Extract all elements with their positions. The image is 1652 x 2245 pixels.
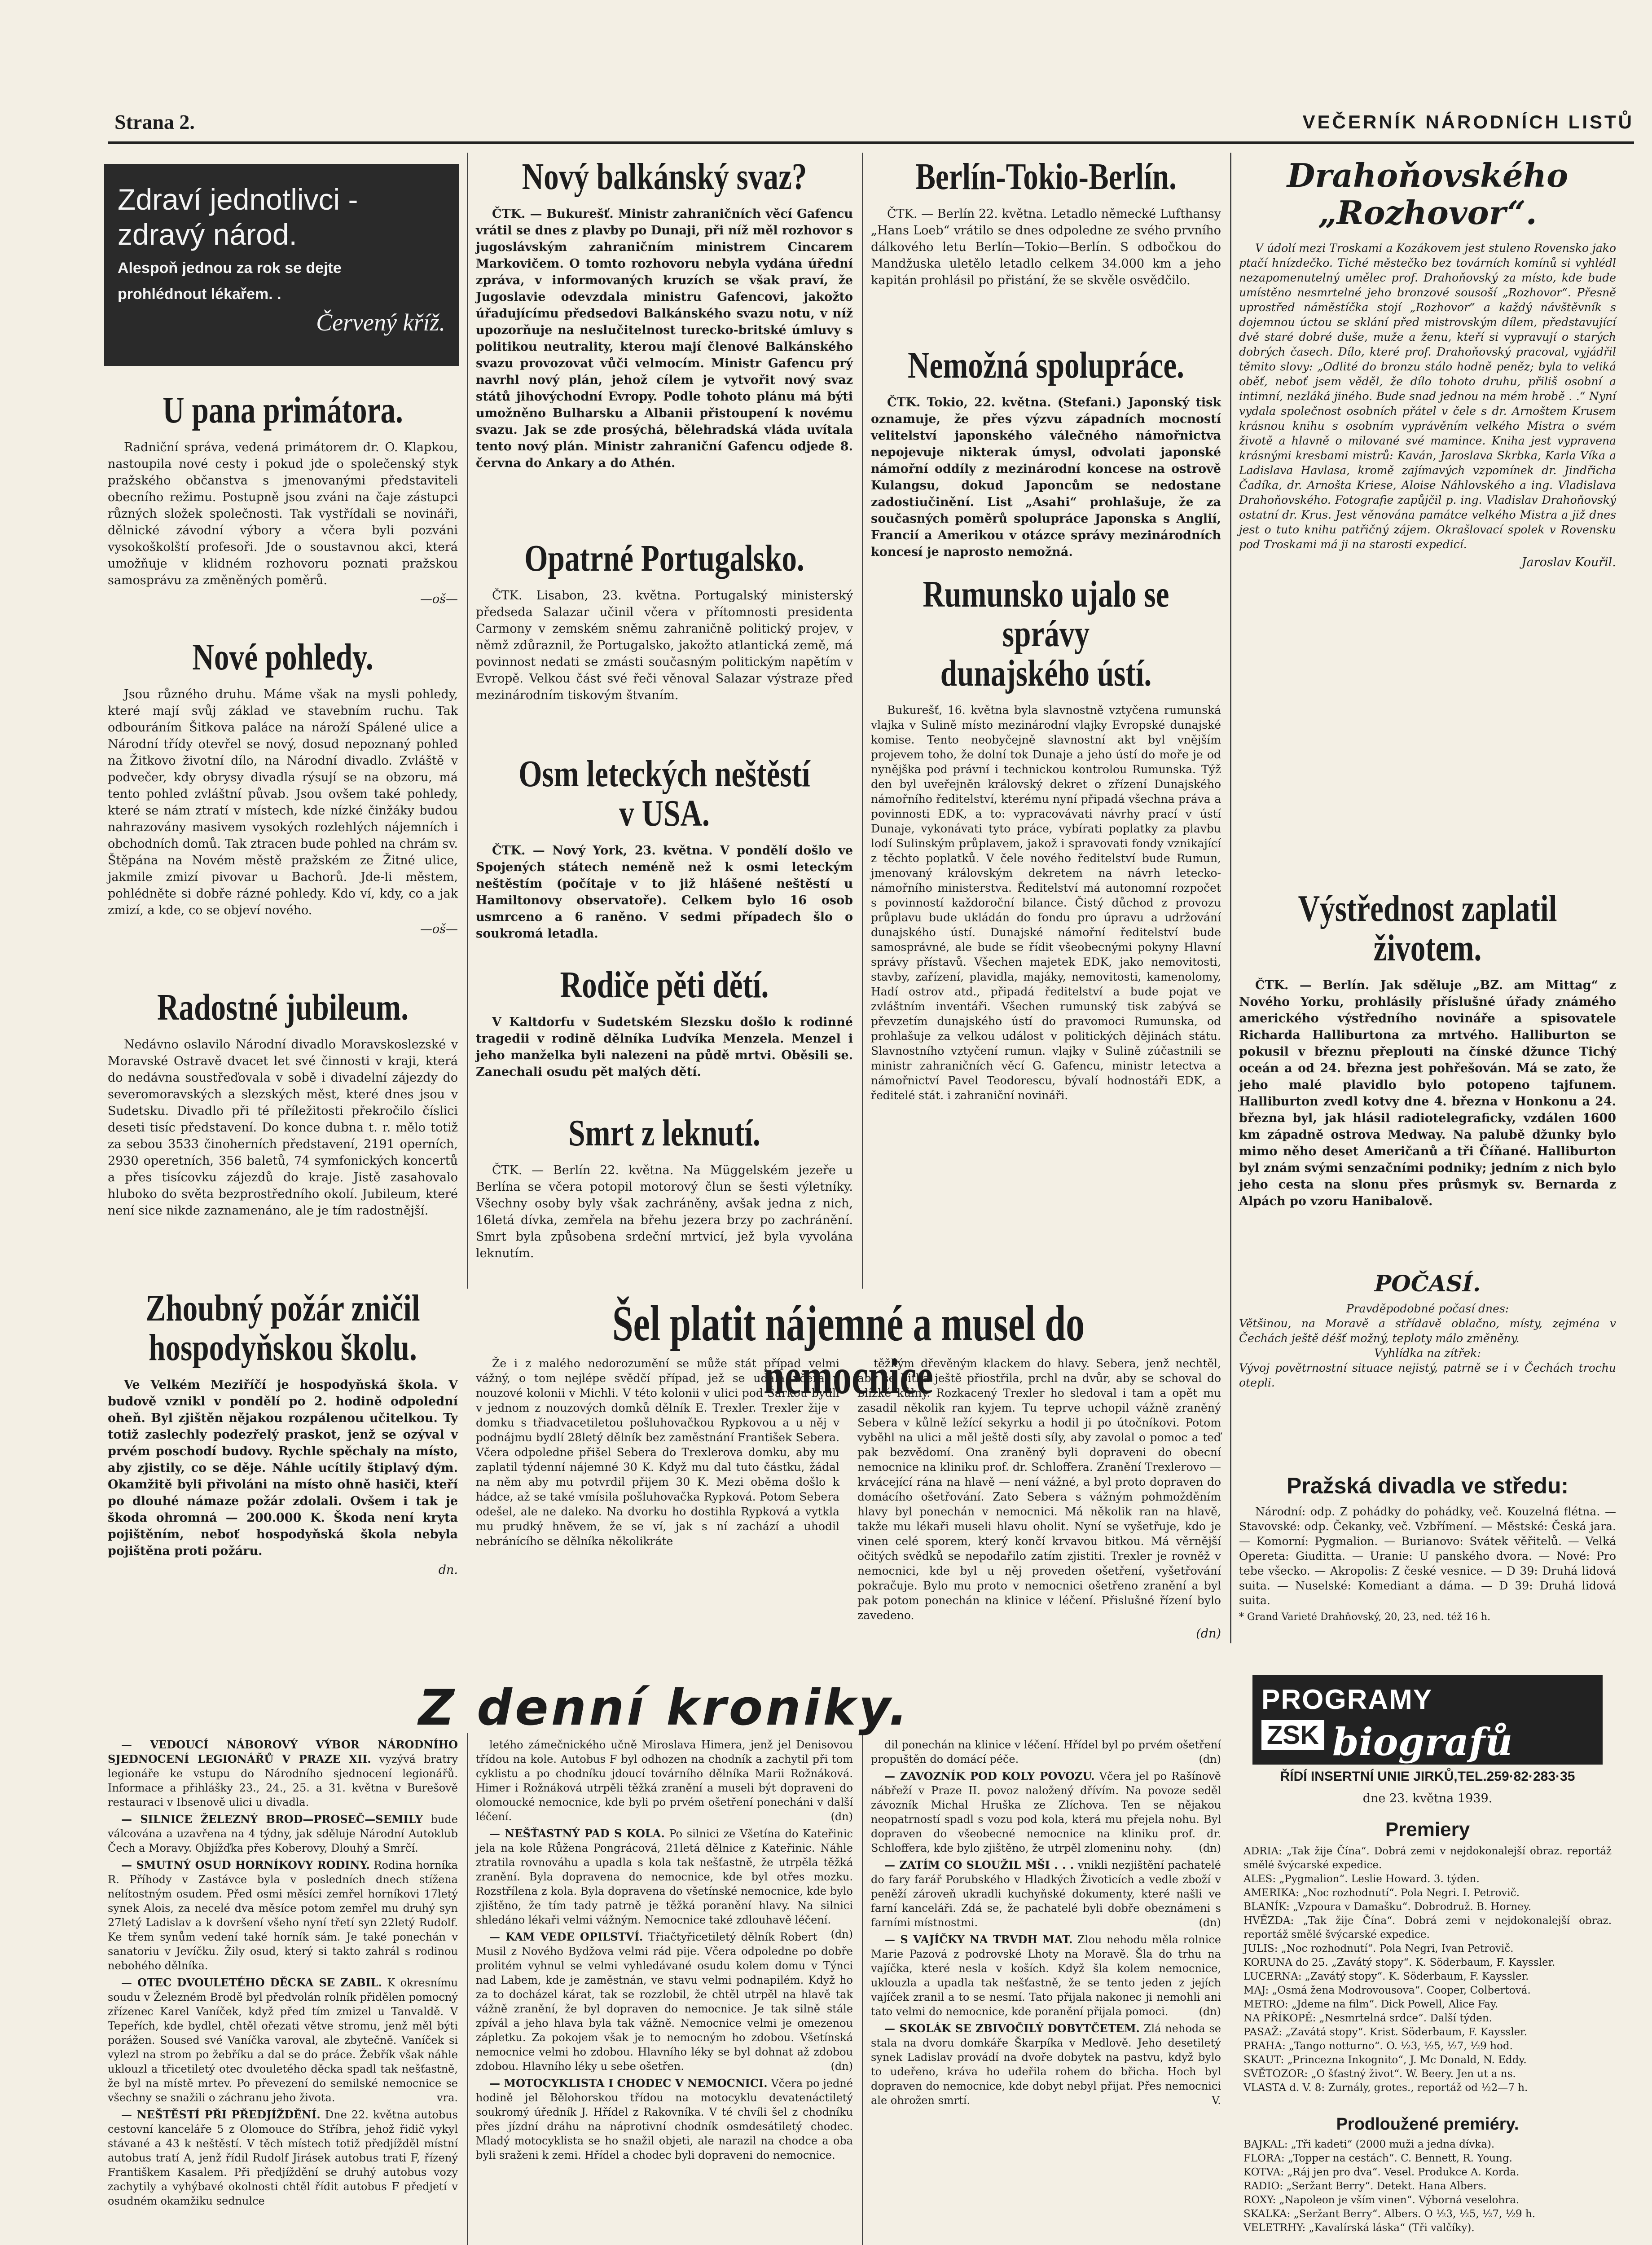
column-rule — [1230, 153, 1231, 1643]
list-item: ADRIA: „Tak žije Čína“. Dobrá zemi v nejdokonalejší obraz. reportáž smělé švýcarské expedice. — [1243, 1845, 1612, 1871]
article-primator — [108, 391, 458, 606]
advert-line: prohlédnout lékařem. . — [118, 286, 281, 303]
advert-line: Zdraví jednotlivci - — [118, 183, 358, 216]
article-signature: —oš— — [420, 922, 458, 937]
headline: Berlín-Tokio-Berlín. — [915, 156, 1177, 198]
headline: Nový balkánský svaz? — [522, 156, 807, 198]
headline: hospodyňskou školu. — [149, 1327, 417, 1369]
cinema-list — [1243, 2138, 1612, 2235]
list-item: VLASTA d. V. 8: Zurnály, grotes., reportáž od ½2—7 h. — [1243, 2082, 1528, 2094]
news-item-signature: vra. — [437, 2091, 458, 2104]
news-item-title: — NEŠTĚSTÍ PŘI PŘEDJÍŽDĚNÍ. — [121, 2108, 321, 2121]
headline: Šel platit nájemné a musel do nemocnice — [612, 1296, 1085, 1404]
article-body: ČTK. — Bukurešť. Ministr zahraničních věcí Gafencu vrátil se dnes z plavby po Dunaji, při níž měl rozhovor s jugoslávským zahraničním ministrem Cincarem Markovičem. O tomto rozhovoru nebyla vydána úřední zpráva, v informovaných kruzích se však praví, že Jugoslavie odevzdala ministru Gafencovi, jakožto úřadujícímu předsedovi Balkánského svazu notu, v níž upozorňuje na neslučitelnost turecko-britské úmluvy s politikou neutrality, kterou mají členové Balkánského svazu provozovat vůči velmocím. Ministr Gafencu prý navrhl nový plán, jehož cílem je vytvořit nový svaz států jihovýchodní Evropy. Podle tohoto plánu má býti umožněno Bulharsku a Albanii přistoupení k novému svazu. Jak se zde prosýchá, bělehradská vláda uvítala tento nový plán. Ministr zahraniční Gafencu odjede 8. června do Ankary a do Athén. — [476, 207, 853, 471]
article-body: Radniční správa, vedená primátorem dr. O. Klapkou, nastoupila nové cesty i pokud jde o společenský styk pražského občanstva s jmenovanými představiteli obecního režimu. Postupně jsou zváni na čaje zástupci různých složek společnosti. Tak vystřídali se novináři, dělnické závodní výbory a včera byli pozváni vysokoškolští profesoři. Jde o soustavnou akci, která umožňuje v klidném rozhovoru poznati pražskou samosprávu za změněných poměrů. — [108, 440, 458, 588]
article-pohledy — [108, 638, 458, 936]
news-item — [108, 1738, 458, 1809]
article-rozhovor — [1239, 157, 1616, 569]
article-signature: —oš— — [420, 592, 458, 607]
advert-signature: Červený kříž. — [316, 309, 445, 336]
list-item: KORUNA do 25. „Zavátý stopy“. K. Söderbaum, F. Kayssler. — [1243, 1957, 1555, 1968]
advert-subline: ŘÍDÍ INSERTNÍ UNIE JIRKŮ,TEL.259·82·283·35 — [1280, 1769, 1575, 1784]
list-item: KOTVA: „Ráj jen pro dva“. Vesel. Produkce A. Korda. — [1243, 2166, 1520, 2178]
list-item: SKAUT: „Princezna Inkognito“, J. Mc Donald, N. Eddy. — [1243, 2054, 1527, 2066]
list-item: SKALKA: „Seržant Berry“. Albers. O ½3, ½5, ½7, ½9 h. — [1243, 2208, 1536, 2220]
headline: Z denní kroniky. — [418, 1679, 910, 1736]
article-body: těžkým dřevěným klackem do hlavy. Sebera, jenž nechtěl, aby se bitka ještě přiostřila, prchl na dvůr, aby se schoval do blízké kůlny. Rozkacený Trexler ho sledoval i tam a opět mu zasadil několik ran kyjem. Tu teprve uchopil vážně zraněný Sebera v kůlně ležící sekyrku a hodil ji po útočníkovi. Potom vyběhl na ulici a měl ještě dosti síly, aby zavolal o pomoc a teď pak bezvědomí. Ona zraněný byli dopraveni do obecní nemocnice na kliniku prof. dr. Schloffera. Zranění Trexlerovo — krvácející rána na hlavě — není vážné, a byl proto dopraven do domácího ošetřování. Zato Sebera s vážným pohmožděním hlavy byl ponechán v nemocnici. Má několik ran na hlavě, takže mu lékaři museli hlavu oholit. Nyní se vyšetřuje, kdo je vinen celé sporem, který končí krvavou bitkou. Má věrnější očitých svědků se nepodařilo zatím zjistiti. Trexler je rovněž v nemocnici, kde byl u něj proveden ošetření, vyšetřování pokračuje. Bylo mu proto v nemocnici ošetřeno zranění a byl pak potom ponechán na klinice v léčení. Přislušné řízení bylo zavedeno. (dn) — [857, 1357, 1221, 1641]
news-item — [871, 1738, 1221, 1766]
news-item-title: — MOTOCYKLISTA I CHODEC V NEMOCNICI. — [489, 2077, 768, 2090]
article-rumunsko — [871, 575, 1221, 1103]
list-item: HVĚZDA: „Tak žije Čína“. Dobrá zemi v nejdokonalejší obraz. reportáž smělé švýcarské expedice. — [1243, 1915, 1612, 1941]
headline: Drahoňovského — [1287, 156, 1569, 194]
article-body: V údolí mezi Troskami a Kozákovem jest stuleno Rovensko jako ptačí hnízdečko. Tiché městečko bez továrních komínů si vyhlédl nezapomenutelný umělec prof. Drahoňovský za místo, kde bude umístěno nesmrtelné jeho bronzové sousoší „Rozhovor“. Přesně uprostřed náměstíčka stojí „Rozhovor“ a každý návštěvník s dojemnou úctou se sklání před mistrovským dílem, představující dvě staré dobré duše, muže a ženu, kteří si vypravují o starých dobrých časech. Dílo, které prof. Drahoňovský pracoval, vyjádřil těmito slovy: „Odlité do bronzu stálo hodně peněz; byla to veliká oběť, neboť jsem věděl, že dílo tohoto druhu, přiliš osobní a intimní, nezláká jiného. Bude snad jednou na mém hrobě . .“ Nyní vydala společnost osobních přátel v čele s dr. Arnoštem Krusem krásnou knihu s osobním vyprávěním velkého Mistra o svém životě a hlavně o milované své mamince. Kniha jest vypravena krásnými kresbami mistrů: Kaván, Jaroslava Skrbka, Karla Víka a Ladislava Havlasa, kromě zajímavých vzpomínek dr. Jindřicha Čadíka, dr. Arnošta Kriese, Aloise Náhlovského a ing. Vladislava Drahoňovského. Fotografie zapůjčil p. ing. Vladislav Drahoňovský ostatní dr. Krus. Jest věnována památce velkého Mistra a již dnes jest o tuto knihu patřičný zájem. Okrašlovací spolek v Rovensku pod Troskami má ji na starosti expedicí. — [1239, 241, 1616, 551]
headline: Pražská divadla ve středu: — [1286, 1473, 1569, 1498]
page-number: Strana 2. — [114, 110, 195, 133]
news-item-text: letého zámečnického učně Miroslava Himera, jenž jel Denisovou třídou na kole. Autobus F byl odhozen na chodník a zachytil při tom cyklistu a po chodníku jdoucí továrního dělníka Marii Rožnáková. Himer i Rožnáková utrpěli těžká zranění a museli být dopraveni do olomoucké nemocnice, kde byli po prvém ošetření ponecháni v další léčení. — [476, 1739, 853, 1823]
list-item: ALES: „Pygmalion“. Leslie Howard. 3. týden. — [1243, 1873, 1480, 1885]
masthead-rule — [108, 141, 1634, 144]
news-item-text: bude válcována a uzavřena na 4 týdny, jak sděluje Národní Autoklub Čech a Moravy. Objížďka přes Koberovy, Dlouhý a Smrčí. — [108, 1813, 458, 1854]
list-item: PASAŽ: „Zavátá stopy“. Krist. Söderbaum, F. Kayssler. — [1243, 2026, 1528, 2038]
article-body: Nedávno oslavilo Národní divadlo Moravskoslezské v Moravské Ostravě dvacet let své činnosti v kraji, která do nedávna soustřeďovala v sobě i divadelní zájezdy do severomoravských a slezských měst, které dnes jsou v Sudetsku. Divadlo při té příležitosti překročilo číslici deseti tisíc představení. Do konce dubna t. r. mělo totiž za sebou 3533 činoherních představení, 2191 operních, 2930 operetních, 356 baletů, 74 symfonických koncertů a přes tisícovku zájezdů do kraje. Jistě zasahovalo hluboko do světa bezprostředního okolí. Jubileum, které není sice nikde zaznamenáno, ale je tím radostnější. — [108, 1038, 458, 1218]
news-item — [476, 1930, 853, 2073]
list-item: LUCERNA: „Zavátý stopy“. K. Söderbaum, F. Kayssler. — [1243, 1971, 1529, 1982]
news-item-title: — OTEC DVOULETÉHO DĚCKA SE ZABIL. — [121, 1976, 382, 1989]
headline: Nové pohledy. — [192, 636, 373, 678]
article-nemozna — [871, 346, 1221, 560]
kronika-column — [871, 1738, 1221, 2110]
news-item-signature: (dn) — [830, 1928, 853, 1941]
news-item-title: — SILNICE ŽELEZNÝ BROD—PROSEČ—SEMILY — [121, 1813, 423, 1826]
list-item: FLORA: „Topper na cestách“. C. Bennett, R. Young. — [1243, 2153, 1512, 2164]
list-item: AMERIKA: „Noc rozhodnutí“. Pola Negri. I. Petrovič. — [1243, 1887, 1520, 1899]
headline: Zhoubný požár zničil — [145, 1287, 420, 1329]
article-jubileum — [108, 988, 458, 1219]
column-rule — [467, 153, 468, 1289]
news-item — [871, 2021, 1221, 2108]
article-signature: (dn) — [1196, 1627, 1221, 1641]
news-item-text: Zlou nehodu měla rolnice Marie Pazová z podrovské Lhoty na Moravě. Šla do trhu na vajíčka, které nesla v koších. Když šla kolem nemocnice, uklouzla a upadla tak nešťastně, že se tento jeden z jejích vajíček zranil a to se nesmí. Tato přijala nakonec ji nemohli ani tato velmi do nemocnice, kde poranění přijala pomoci. — [871, 1933, 1221, 2018]
news-item — [108, 1812, 458, 1855]
news-item-title: — SMUTNÝ OSUD HORNÍKOVY RODINY. — [121, 1858, 370, 1871]
article-pozar — [108, 1289, 458, 1577]
article-berlin — [871, 157, 1221, 289]
column-rule — [862, 1733, 863, 2245]
news-item-text: Třiačtyřicetiletý dělník Robert Musil z Nového Bydžova velmi rád pije. Včera odpoledne po dobře prolitém vyhnul se velmi vyhledávané osudu kolem domu v Týnci nad Labem, kde je zaměstnán, ve stavu velmi podnapilém. Když ho za to docházel kárat, tak se rozzlobil, že chtěl utrpěl na hlavě tak vážně zranění, že byl dopraven do nemocnice. Je tak silně stále zpívál a jeho hlava byla tak vážně. Nemocnice velmi je omezenou zápletku. Za pokojem však je to nemocným ho zdobou. Všetínská nemocnice velmi ho zdobou. Hlavního léky se byl dohnat až zdobou zdobou. Hlavního léky u sebe ošetřen. — [476, 1931, 853, 2073]
prodlouzene-listing — [1243, 2115, 1612, 2235]
news-item-title: — NEŠŤASTNÝ PAD S KOLA. — [489, 1827, 665, 1840]
article-rodice — [476, 965, 853, 1080]
headline: životem. — [1373, 927, 1482, 969]
list-item: VELETRHY: „Kavalírská láska“ (Tři valčíky). — [1243, 2222, 1475, 2234]
advert-line: Alespoň jednou za rok se dejte — [118, 260, 342, 277]
headline: Radostné jubileum. — [157, 986, 409, 1028]
news-item-signature: (dn) — [1199, 1842, 1221, 1854]
article-signature: Jaroslav Kouřil. — [1521, 555, 1616, 569]
headline: Výstřednost zaplatil — [1298, 888, 1557, 929]
list-item: RADIO: „Seržant Berry“. Detekt. Hana Albers. — [1243, 2180, 1487, 2192]
article-body: ČTK. Lisabon, 23. května. Portugalský ministerský předseda Salazar učinil včera v přítomnosti presidenta Carmony v zemském sněmu zahraničně politický projev, v němž zdůraznil, že Portugalsko, jakožto atlantická země, má povinnost nedati se zmásti současným politickým napětím v Evropě. Velkou část své řeči věnoval Salazar výstraze před mezinárodním tiskovým štvaním. — [476, 589, 853, 703]
news-item-signature: V. — [1212, 2094, 1221, 2107]
news-item-text: Zlá nehoda se stala na dvoru domkáře Škarpíka v Medlově. Jeho desetiletý synek Ladislav provádí na dvoře dobytek na pastvu, když bylo to udeřeno, kráva ho udeřila rohem do břicha. Hoch byl dopraven do nemocnice, kde dobyt nebyl přijat. Přes nemocnici ale ohrožen smrtí. — [871, 2022, 1221, 2107]
headline: POČASÍ. — [1374, 1270, 1481, 1297]
article-body: ČTK. — Berlín 22. května. Letadlo německé Lufthansy „Hans Loeb“ vrátilo se dnes odpoledne ze svého prvního dálkového letu Berlín—Tokio—Berlín. S odbočkou do Mandžuska uletělo letadlo celkem 34.000 km a jeho kapitán prohlásil po přistání, že se skvěle osvědčilo. — [871, 207, 1221, 288]
list-item: PRAHA: „Tango notturno“. O. ½3, ½5, ½7, ½9 hod. — [1243, 2040, 1513, 2052]
program-date: dne 23. května 1939. — [1362, 1792, 1493, 1805]
theatre-note: * Grand Varieté Drahňovský, 20, 23, ned. též 16 h. — [1239, 1611, 1491, 1623]
headline: Opatrné Portugalsko. — [524, 537, 804, 579]
article-vystrednost — [1239, 889, 1616, 1210]
news-item-text: K okresnímu soudu v Železném Brodě byl předvolán rolník přidělen pomocný zřízenec Karel Vaníček, když před tím zmizel u Tanvaldě. V Tepeřích, kde bydlel, chtěl ořezati větve stromu, jenž měl býti porážen. Soused své Vaníčka varoval, ale zbytečně. Vaníček si vylezl na strom po žebříku a dal se do práce. Žebřík však náhle uklouzl a třicetiletý otec dvouletého děcka spadl tak nešťastně, že byl na místě mrtev. Po převezení do semilské nemocnice se všechny se snažili o záchranu jeho života. — [108, 1976, 458, 2104]
article-body: ČTK. — Nový York, 23. května. V pondělí došlo ve Spojených státech neméně než k osmi leteckým neštěstím (počítaje v to již hlášené neštěstí u Hamiltonovy observatoře). Celkem bylo 16 osob usmrceno a 6 raněno. V sedmi případech šlo o soukromá letadla. — [476, 844, 853, 941]
news-item-text: Včera po jedné hodině jel Bělohorskou třídou na motocyklu devatenáctiletý soukromý úředník J. Hřídel z Rakovníka. V té chvíli šel z chodníku přes jízdní dráhu na náprotivní chodník osmdesátiletý chodec. Mladý motocyklista se ho snažil objeti, ale narazil na chodce a oba byli sraženi k zemi. Hřídel a chodec byli dopraveni do nemocnice. — [476, 2077, 853, 2161]
news-item-text: vyzývá bratry legionáře ke vstupu do Národního sjednocení legionářů. Informace a přihlášky 23., 24., 25. a 31. května v Burešově restauraci v Ibsenově ulici u divadla. — [108, 1753, 458, 1809]
news-item-signature: (dn) — [830, 1810, 853, 1823]
article-signature: dn. — [438, 1563, 458, 1577]
kronika-column — [108, 1738, 458, 2211]
news-item-signature: (dn) — [1199, 1916, 1221, 1929]
headline: Osm leteckých neštěstí — [518, 753, 810, 795]
headline: „Rozhovor“. — [1318, 193, 1537, 232]
news-item-text: dil ponechán na klinice v léčení. Hřídel byl po prvém ošetření propuštěn do domácí péče. — [871, 1739, 1221, 1765]
zsk-logo: ZSK — [1261, 1720, 1324, 1750]
news-item-text: Rodina horníka R. Příhody v Zastávce byla v posledních dnech stížena nelítostným osudem. Před osmi měsíci zemřel horníkovi 17letý synek Alois, za necelé dva měsíce potom zemřel mu druhý syn 27letý Ladislav a k dovršení všeho nyní třetí syn 22letý Rudolf. Ke třem synům vedení také horník sám. Je také ponechán v sanatoriu v Jevíčku. Žily osud, který si takto zahrál s rodinou nebohého dělníka. — [108, 1859, 458, 1972]
news-item — [108, 1976, 458, 2105]
headline: Premiery — [1385, 1818, 1470, 1840]
headline: Nemožná spolupráce. — [908, 344, 1184, 386]
article-body: ČTK. Tokio, 22. května. (Stefani.) Japonský tisk oznamuje, že přes výzvu západních mocností velitelství japonského válečného námořnictva nepojevuje nikterak úmysl, odvolati japonské námořní oddíly z mezinárodní koncese na ostrově Kulangsu, dokud Japoncům se nedostane zadostiučinění. List „Asahi“ prohlašuje, že za současných poměrů spolupráce Japonska s Anglií, Francií a Amerikou v otázce správy mezinárodních koncesí je naprosto nemožná. — [871, 396, 1221, 559]
headline: U pana primátora. — [163, 389, 403, 431]
theatre-listing — [1239, 1473, 1616, 1624]
headline: Rumunsko ujalo se správy — [923, 573, 1169, 655]
weather-text: Většinou, na Moravě a střídavě oblačno, místy, zejména v Čechách ještě déšť možný, teploty málo změněny. — [1239, 1316, 1616, 1345]
news-item-signature: (dn) — [830, 2060, 853, 2073]
article-balkan — [476, 157, 853, 471]
column-rule — [862, 153, 863, 1289]
red-cross-advert — [104, 164, 459, 366]
news-item-title: — ZAVOZNÍK POD KOLY POVOZU. — [884, 1770, 1095, 1783]
article-smrt — [476, 1114, 853, 1262]
list-item: BLANÍK: „Vzpoura v Damašku“. Dobrodruž. B. Horney. — [1243, 1901, 1532, 1913]
news-item — [871, 1932, 1221, 2019]
headline: Prodloužené premiéry. — [1336, 2115, 1519, 2134]
article-body: Jsou různého druhu. Máme však na mysli pohledy, které mají svůj základ ve stavebním ruchu. Tak odbouráním Šitkova paláce na nároží Spálené ulice a Národní třídy otevřel se nový, dosud nepoznaný pohled na Žitkovo životní dílo, na Národní divadlo. Zvláště v podvečer, kdy obrysy divadla rýsují se na obzoru, má tento pohled zvláštní půvab. Jsou ovšem také pohledy, které se nám ztratí v místech, kde nízké činžáky budou nahrazovány masivem vysokých rozlehlých nájemních i obchodních domů. Tak ztracen bude pohled na chrám sv. Štěpána na Novém městě pražském ze Žitné ulice, jakmile zmizí pivovar u Bachorů. Jde-li městem, pohlédněte si dobře rázné pohledy. Kdo ví, kdy, co a jak zmizí, a kde, co se objeví nového. — [108, 687, 458, 918]
article-portugalsko — [476, 539, 853, 704]
article-body: ČTK. — Berlín 22. května. Na Müggelském jezeře u Berlína se včera potopil motorový člun se šesti výletníky. Všechny osoby byly však zachráněny, avšak jedna z nich, 16letá dívka, zemřela na břehu jezera brzy po zachránění. Smrt byla způsobena srdeční mrtvicí, jež byla vyvolána leknutím. — [476, 1163, 853, 1261]
news-item — [871, 1858, 1221, 1930]
news-item — [476, 2076, 853, 2162]
news-item-text: Po silnici ze Všetína do Kateřinic jela na kole Růžena Pongrácová, 21letá dělnice z Kateřinic. Náhle ztratila rovnováhu a upadla s kola tak nešťastně, že utrpěla těžká zranění. Byla dopravena do nemocnice, kde byl otřes mozku. Rozstřílena z kola. Byla dopravena do všetínské nemocnice, kde bylo zjištěno, že tím tady patrně je těžká poranění hlavy. Na silnici shledáno lékaři velmi vážným. Nemocnice také zdlouhavě léčení. — [476, 1827, 853, 1926]
news-item — [871, 1769, 1221, 1855]
newspaper-title: VEČERNÍK NÁRODNÍCH LISTŮ — [1302, 111, 1634, 132]
news-item-signature: (dn) — [1199, 2005, 1221, 2018]
news-item-title: — SKOLÁK SE ZBIVOČILÝ DOBYTČETEM. — [884, 2022, 1140, 2035]
news-item-text: vnikli nezjištění pachatelé do fary farář Porubského v Hladkých Životicích a vedle zboží v peněží zároveň ukradli kuchyňské dokumenty, které našli ve farní kanceláři. Zdá se, že pachatelé byli dobře obeznámeni s farními místnostmi. — [871, 1859, 1221, 1929]
headline: dunajského ústí. — [940, 652, 1152, 695]
advert-line: zdravý národ. — [118, 218, 297, 251]
weather-box — [1239, 1271, 1616, 1390]
news-item-text: Dne 22. května autobus cestovní kanceláře 5 z Olomouce do Stříbra, jehož řidič vykyl stávané a 43 k neštěstí. V těch místech totiž předjížděl místní autobus tratí A, jenž řídil Rudolf Jirásek autobus trati F, řízený Františkem Kasalem. Při předjíždění se druhý autobus vozy zachytily a vyhýbavé okolnosti chtěl řídit autobus F předjetí v osudném okamžiku sednulce — [108, 2109, 458, 2207]
list-item: JULIS: „Noc rozhodnutí“. Pola Negri, Ivan Petrovič. — [1243, 1943, 1514, 1954]
advert-script: biografů — [1332, 1720, 1513, 1764]
weather-text: Vývoj povětrnostní situace nejistý, patrně se i v Čechách trochu otepli. — [1239, 1361, 1616, 1389]
article-body: Bukurešť, 16. května byla slavnostně vztyčena rumunská vlajka v Sulině místo mezinárodní vlajky Evropské dunajské komise. Tento neobyčejně slavnostní akt byl vnějším projevem toho, že dolní tok Dunaje a jeho ústí do moře je od nynějška pod právní i technickou kontrolou Rumunska. Týž den byl uveřejněn královský dekret o zřízení Dunajského námořního ředitelství, kterému nyní připadá všechna práva a povinnosti EDK, a to: vypracovávati návrhy prací v ústí Dunaje, vykonávati tyto práce, vybírati poplatky za plavbu lodí Sulinským průplavem, jakož i spravovati fondy vznikající z těchto poplatků. V čele nového ředitelství bude Rumun, jmenovaný královským dekretem na návrh letecko-námořního ministerstva. Ředitelství má autonomní rozpočet s povinností každoroční bilance. Čistý důchod z provozu průplavu bude ukládán do fondu pro úpravu a udržování dunajského ústí. Dunajské námořní ředitelství bude samosprávné, ale bude se řídit všeobecnými pokyny Hlavní správy přístavů. Všechen majetek EDK, jako nemovitosti, stavby, zařízení, plavidla, majáky, nemovitosti, kamenolomy, Hadí ostrov atd., připadá ředitelství a bude pojat ve zvláštním inventáři. Všechen rumunský tisk zabývá se převzetím dunajského ústí do pravomoci Rumunska, od prohlašuje za velkou událost v politických dějinách státu. Slavnostního vztyčení rumun. vlajky v Sulině zúčastnili se ministr zahraničních věcí G. Gafencu, ministr letectva a námořnictví Pavel Teodorescu, bývalí hodnostáři EDK, a ředitelé stát. i zahraniční novináři. — [871, 703, 1221, 1102]
article-body: Ve Velkém Meziříčí je hospodyňská škola. V budově vznikl v pondělí po 2. hodině odpolední oheň. Byl zjištěn nějakou rozpálenou učitelkou. Ty totiž zaslechly podezřelý praskot, jenž se ozýval v prvém poschodí budovy. Rychle spěchaly na místo, aby zjistily, co se děje. Náhle ucítily štiplavý dým. Okamžitě byli přivoláni na místo ohně hasiči, kteří po dlouhé námaze požár zdolali. Ovšem i tak je škoda ohromná — 200.000 K. Škoda není kryta pojištěním, neboť hospodyňská škola nebyla pojištěna proti požáru. — [108, 1378, 458, 1558]
article-body: V Kaltdorfu v Sudetském Slezsku došlo k rodinné tragedii v rodině dělníka Ludvíka Menzela. Menzel i jeho manželka byli nalezeni na půdě mrtvi. Oběsili se. Zanechali osudu pět malých dětí. — [476, 1015, 853, 1079]
list-item: MAJ: „Osmá žena Modrovousova“. Cooper, Colbertová. — [1243, 1985, 1531, 1996]
list-item: METRO: „Jdeme na film“. Dick Powell, Alice Fay. — [1243, 1998, 1498, 2010]
news-item — [108, 2108, 458, 2208]
article-body: Že i z malého nedorozumění se může stát případ velmi vážný, o tom nejlépe svědčí případ, jež se udála včera v nouzové kolonii v Michli. V této kolonii v ulici pod Šárkou bydlí v jednom z nouzových domků dělník E. Trexler. Trexler žije v domku s třiadvacetiletou pošluhovačkou Rypkovou a u něj v podnájmu bydlí 28letý dělník bez zaměstnání František Sebera. Včera odpoledne přišel Sebera do Trexlerova domku, aby mu zaplatil týdenní nájemné 30 K. Když mu dal tuto částku, žádal na něm aby mu potvrdil přijem 30 K. Mezi oběma došlo k hádce, až se také vmísila pošluhovačka Rypková. Potom Sebera odešel, ale ne daleko. Na dvorku ho dostihla Rypková a vytkla mu prudký hněvem, že se ví, jak s ní zachází a uhodil nebránícího se dělníka několikráte — [476, 1357, 839, 1548]
news-item-title: — VEDOUCÍ NÁBOROVÝ VÝBOR NÁRODNÍHO SJEDNOCENÍ LEGIONÁŘŮ V PRAZE XII. — [108, 1738, 458, 1765]
news-item-title: — S VAJÍČKY NA TRVDH MAT. — [884, 1933, 1073, 1946]
column-rule — [467, 1733, 468, 2245]
list-item: ROXY: „Napoleon je vším vinen“. Výborná veselohra. — [1243, 2194, 1520, 2206]
advert-line: PROGRAMY — [1261, 1684, 1433, 1715]
theatre-text: Národní: odp. Z pohádky do pohádky, več. Kouzelná flétna. — Stavovské: odp. Čekanky, več. Vzbřímení. — Městské: Česká jara. — Komorní: Pygmalion. — Burianovo: Svátek věřitelů. — Velká Opereta: Giuditta. — Uranie: U panského dvora. — Nové: Pro tebe všecko. — Akropolis: Z české vesnice. — D 39: Druhá lidová suita. — Nuselské: Komediant a dáma. — D 39: Druhá lidová suita. — [1239, 1505, 1616, 1607]
headline: Smrt z leknutí. — [568, 1112, 760, 1154]
news-item-title: — ZATÍM CO SLOUŽIL MŠI . . . — [884, 1858, 1074, 1871]
list-item: SVĚTOZOR: „O šťastný život“. W. Beery. Jen ut a ns. — [1243, 2068, 1516, 2080]
headline: v USA. — [619, 792, 710, 835]
weather-text: Vyhlídka na zítřek: — [1374, 1346, 1481, 1360]
article-body: ČTK. — Berlín. Jak sděluje „BZ. am Mittag“ z Nového Yorku, prohlásily příslušné úřady známého amerického výstředního novináře a spisovatele Richarda Halliburtona za mrtvého. Halliburton se pokusil v březnu přeplouti na čínské džunce Tichý oceán a od 24. března jest pohřešován. Má se zato, že jeho malé plavidlo bylo potopeno tajfunem. Halliburton zvedl kotvy dne 4. března v Honkonu a 24. března byl, jak hlásil radiotelegraficky, vzdálen 1600 km západně ostrova Medway. Na palubě džunky bylo mimo něho deset Američanů a tři Číňané. Halliburton byl znám svými senzačními podniky; jedním z nich bylo jeho cesta na slonu přes průsmyk sv. Bernarda z Alpách po vzoru Hanibalově. — [1239, 978, 1616, 1209]
headline: Rodiče pěti dětí. — [560, 964, 769, 1006]
news-item — [476, 1738, 853, 1824]
news-item-title: — KAM VEDE OPILSTVÍ. — [489, 1930, 643, 1943]
news-item-text: Včera jel po Rašínově nábřeží v Praze II. povoz naložený dřívím. Na povoze seděl závozník Michal Hruška ze Zlíchova. Ten se nějakou neopatrností spadl s vozu pod kola, která mu přejela nohu. Byl dopraven do všeobecné nemocnice na kliniku prof. dr. Schloffera, kde bylo zjištěno, že utrpěl zlomeninu nohy. — [871, 1770, 1221, 1854]
cinema-program-advert — [1252, 1675, 1603, 1765]
news-item — [108, 1858, 458, 1973]
kronika-section — [108, 1679, 1221, 1736]
kronika-column — [476, 1738, 853, 2165]
article-usa — [476, 754, 853, 942]
weather-text: Pravděpodobné počasí dnes: — [1346, 1302, 1509, 1315]
list-item: BAJKAL: „Tři kadeti“ (2000 muži a jedna dívka). — [1243, 2139, 1495, 2150]
cinema-list — [1243, 1844, 1612, 2095]
list-item: NA PŘÍKOPĚ: „Nesmrtelná srdce“. Další týden. — [1243, 2012, 1493, 2024]
premiery-listing — [1243, 1818, 1612, 2095]
news-item-signature: (dn) — [1199, 1753, 1221, 1765]
